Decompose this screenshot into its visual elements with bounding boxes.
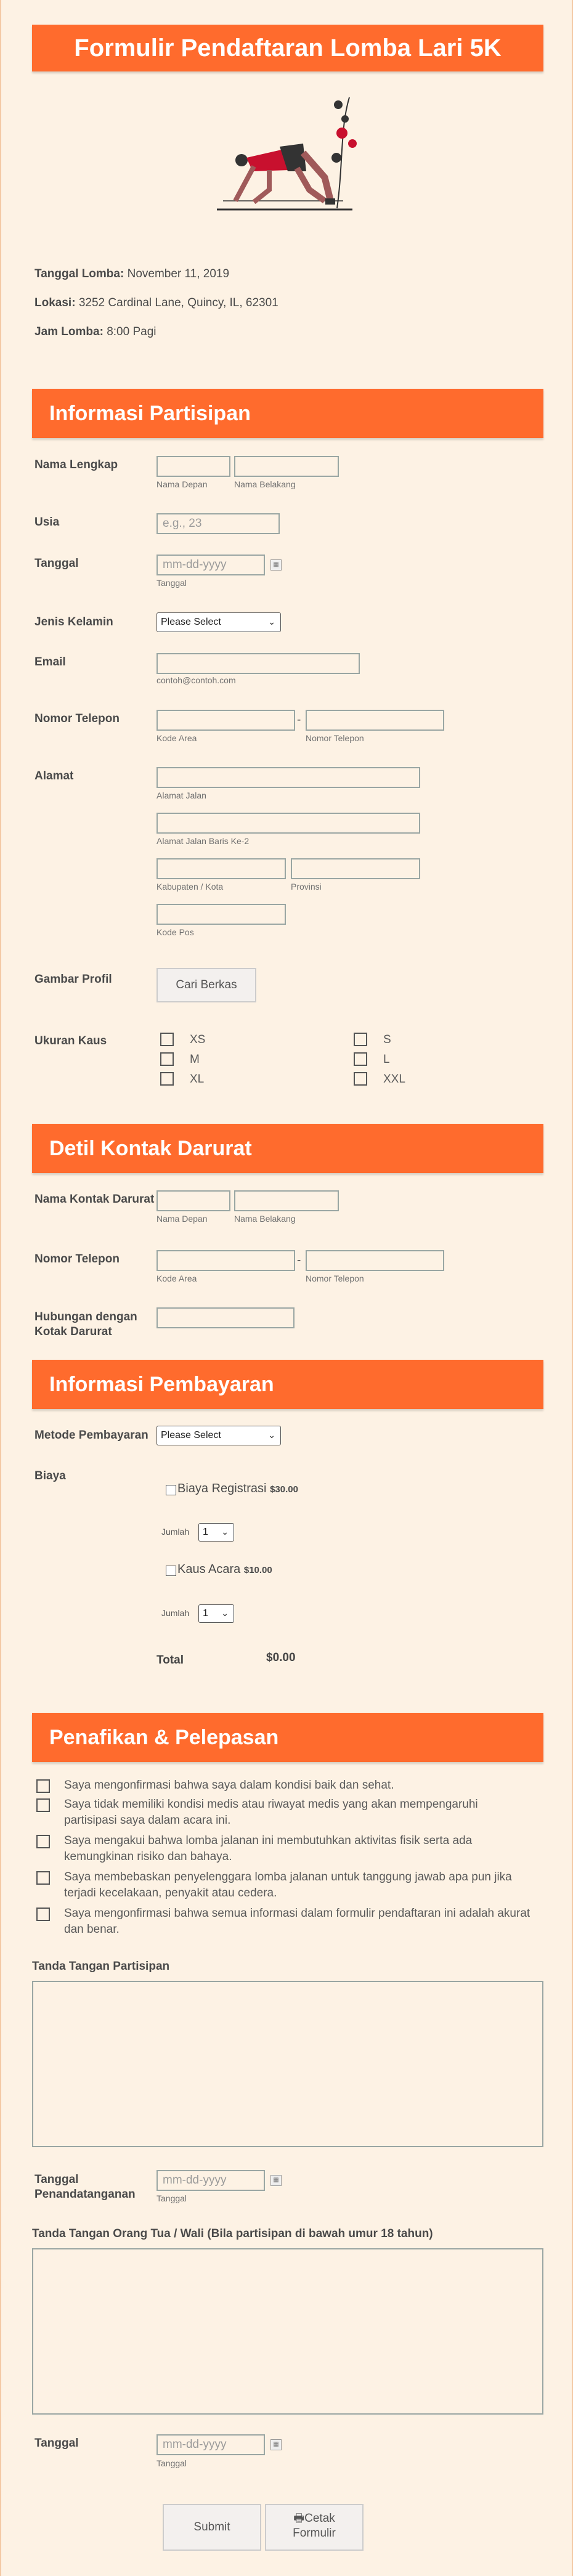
email-input[interactable] <box>156 653 360 674</box>
phone-number-input[interactable] <box>306 710 444 731</box>
last-name-sub: Nama Belakang <box>234 479 296 489</box>
address-label: Alamat <box>35 770 74 782</box>
photo-label: Gambar Profil <box>35 973 112 986</box>
event-date: Tanggal Lomba: November 11, 2019 <box>35 267 230 280</box>
shirt-size-label: Ukuran Kaus <box>35 1034 107 1047</box>
total-value: $0.00 <box>266 1651 296 1664</box>
postal-sub: Kode Pos <box>156 927 194 937</box>
calendar-icon[interactable]: ▦ <box>270 2439 282 2450</box>
chevron-down-icon: ⌄ <box>221 1608 229 1618</box>
street2-sub: Alamat Jalan Baris Ke-2 <box>156 836 250 846</box>
phone-label: Nomor Telepon <box>35 712 120 725</box>
fee-label: Biaya <box>35 1469 66 1482</box>
guardian-date-label: Tanggal <box>35 2437 79 2450</box>
waiver-item-5: Saya mengonfirmasi bahwa semua informasi dalam formulir pendaftaran ini adalah akurat dan benar. <box>64 1907 530 1936</box>
calendar-icon[interactable]: ▦ <box>270 2175 282 2186</box>
waiver-checkbox-4[interactable] <box>36 1871 50 1885</box>
emergency-name-label: Nama Kontak Darurat <box>35 1193 155 1206</box>
waiver-checkbox-3[interactable] <box>36 1835 50 1848</box>
waiver-checkbox-5[interactable] <box>36 1908 50 1921</box>
emergency-last-name-sub: Nama Belakang <box>234 1214 296 1224</box>
participant-signature-pad[interactable] <box>32 1981 543 2147</box>
submit-button[interactable]: Submit <box>163 2504 261 2551</box>
guardian-date-input[interactable]: mm-dd-yyyy <box>156 2434 265 2455</box>
shirt-l-checkbox[interactable] <box>354 1052 367 1066</box>
city-input[interactable] <box>156 858 286 879</box>
section-payment: Informasi Pembayaran <box>32 1360 543 1409</box>
last-name-input[interactable] <box>234 456 339 477</box>
shirt-xl-checkbox[interactable] <box>160 1072 174 1086</box>
event-shirt-checkbox[interactable] <box>166 1566 176 1576</box>
shirt-m-label: M <box>190 1053 200 1066</box>
street-input[interactable] <box>156 767 420 788</box>
emergency-area-code-input[interactable] <box>156 1250 295 1271</box>
age-label: Usia <box>35 516 60 529</box>
sign-date-input[interactable]: mm-dd-yyyy <box>156 2170 265 2191</box>
area-code-input[interactable] <box>156 710 295 731</box>
form-title: Formulir Pendaftaran Lomba Lari 5K <box>32 25 543 71</box>
chevron-down-icon: ⌄ <box>268 617 275 627</box>
emergency-phone-dash: - <box>297 1254 301 1267</box>
participant-signature-label: Tanda Tangan Partisipan <box>32 1960 170 1973</box>
waiver-checkbox-2[interactable] <box>36 1798 50 1812</box>
shirt-l-label: L <box>383 1053 390 1066</box>
sign-date-sub: Tanggal <box>156 2193 187 2203</box>
shirt-xs-checkbox[interactable] <box>160 1033 174 1046</box>
phone-dash: - <box>297 713 301 726</box>
printer-icon: 🖶 <box>293 2512 305 2525</box>
date-sub: Tanggal <box>156 578 187 588</box>
shirt-xs-label: XS <box>190 1033 206 1046</box>
shirt-xxl-checkbox[interactable] <box>354 1072 367 1086</box>
date-input[interactable]: mm-dd-yyyy <box>156 555 265 575</box>
relationship-input[interactable] <box>156 1307 295 1328</box>
postal-input[interactable] <box>156 904 286 925</box>
street2-input[interactable] <box>156 813 420 834</box>
runner-illustration <box>211 91 359 221</box>
shirt-xl-label: XL <box>190 1073 205 1086</box>
area-code-sub: Kode Area <box>156 733 197 743</box>
date-label: Tanggal <box>35 557 79 570</box>
full-name-label: Nama Lengkap <box>35 458 118 471</box>
first-name-sub: Nama Depan <box>156 479 208 489</box>
emergency-phone-number-input[interactable] <box>306 1250 444 1271</box>
guardian-signature-label: Tanda Tangan Orang Tua / Wali (Bila partisipan di bawah umur 18 tahun) <box>32 2227 433 2240</box>
emergency-last-name-input[interactable] <box>234 1190 339 1211</box>
waiver-item-4: Saya membebaskan penyelenggara lomba jalanan untuk tanggung jawab apa pun jika terjadi kecelakaan, penyakit atau cedera. <box>64 1871 512 1899</box>
phone-number-sub: Nomor Telepon <box>306 733 364 743</box>
waiver-item-2: Saya tidak memiliki kondisi medis atau riwayat medis yang akan mempengaruhi partisipasi saya dalam acara ini. <box>64 1798 478 1827</box>
section-emergency: Detil Kontak Darurat <box>32 1124 543 1173</box>
payment-method-label: Metode Pembayaran <box>35 1429 148 1442</box>
shirt-m-checkbox[interactable] <box>160 1052 174 1066</box>
chevron-down-icon: ⌄ <box>221 1527 229 1537</box>
shirt-xxl-label: XXL <box>383 1073 405 1086</box>
gender-label: Jenis Kelamin <box>35 616 113 628</box>
guardian-signature-pad[interactable] <box>32 2248 543 2415</box>
registration-qty-label: Jumlah <box>161 1527 190 1537</box>
registration-qty-select[interactable]: 1 ⌄ <box>198 1523 234 1542</box>
event-shirt-qty-select[interactable]: 1 ⌄ <box>198 1604 234 1623</box>
email-label: Email <box>35 656 66 668</box>
chevron-down-icon: ⌄ <box>268 1430 275 1440</box>
waiver-item-3: Saya mengakui bahwa lomba jalanan ini membutuhkan aktivitas fisik serta ada kemungkinan risiko dan bahaya. <box>64 1834 473 1863</box>
street-sub: Alamat Jalan <box>156 790 206 800</box>
section-waiver: Penafikan & Pelepasan <box>32 1713 543 1762</box>
event-time: Jam Lomba: 8:00 Pagi <box>35 325 156 338</box>
guardian-date-sub: Tanggal <box>156 2458 187 2468</box>
section-participant: Informasi Partisipan <box>32 389 543 438</box>
browse-file-button[interactable]: Cari Berkas <box>156 968 256 1002</box>
emergency-first-name-sub: Nama Depan <box>156 1214 208 1224</box>
shirt-s-label: S <box>383 1033 391 1046</box>
waiver-checkbox-1[interactable] <box>36 1779 50 1793</box>
gender-select[interactable]: Please Select ⌄ <box>156 612 281 632</box>
emergency-phone-label: Nomor Telepon <box>35 1253 120 1266</box>
age-input[interactable]: e.g., 23 <box>156 513 280 534</box>
email-sub: contoh@contoh.com <box>156 675 236 685</box>
shirt-s-checkbox[interactable] <box>354 1033 367 1046</box>
registration-fee-checkbox[interactable] <box>166 1485 176 1495</box>
relationship-label: Hubungan dengan Kotak Darurat <box>35 1310 137 1338</box>
event-shirt-qty-label: Jumlah <box>161 1608 190 1618</box>
calendar-icon[interactable]: ▦ <box>270 559 282 571</box>
sign-date-label: Tanggal Penandatanganan <box>35 2173 136 2201</box>
first-name-input[interactable] <box>156 456 230 477</box>
province-input[interactable] <box>291 858 420 879</box>
event-location: Lokasi: 3252 Cardinal Lane, Quincy, IL, 62301 <box>35 296 278 309</box>
emergency-first-name-input[interactable] <box>156 1190 230 1211</box>
registration-fee-item: Biaya Registrasi $30.00 <box>177 1482 298 1495</box>
payment-method-select[interactable]: Please Select ⌄ <box>156 1426 281 1445</box>
print-form-button[interactable]: 🖶Cetak Formulir <box>265 2504 364 2551</box>
emergency-phone-number-sub: Nomor Telepon <box>306 1274 364 1283</box>
emergency-area-code-sub: Kode Area <box>156 1274 197 1283</box>
city-sub: Kabupaten / Kota <box>156 882 224 892</box>
province-sub: Provinsi <box>291 882 322 892</box>
waiver-item-1: Saya mengonfirmasi bahwa saya dalam kondisi baik dan sehat. <box>64 1779 394 1792</box>
event-shirt-item: Kaus Acara $10.00 <box>177 1562 272 1576</box>
total-label: Total <box>156 1654 184 1667</box>
